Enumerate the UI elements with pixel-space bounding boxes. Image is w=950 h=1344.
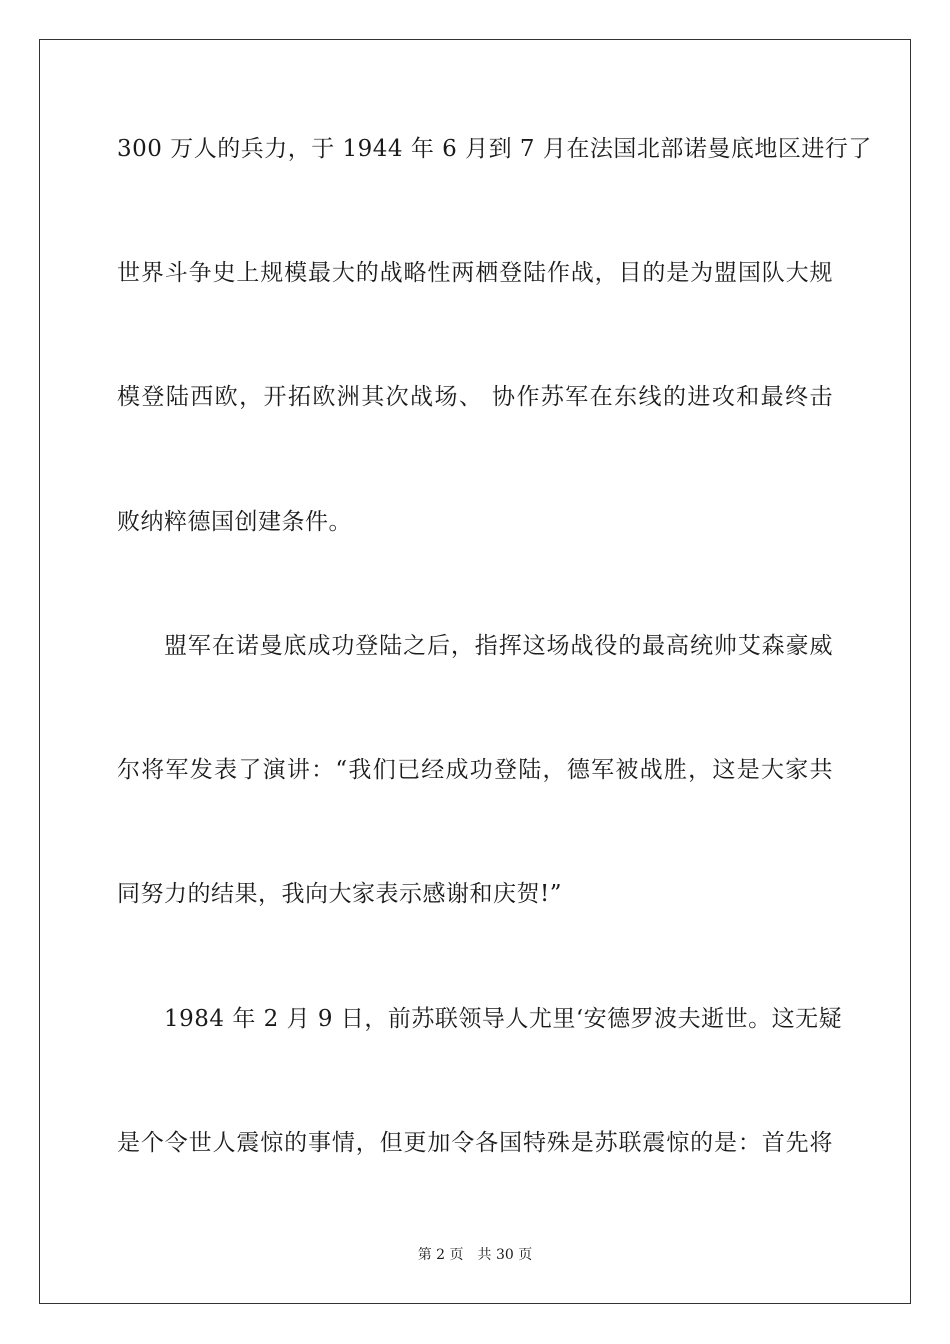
paragraph-line: 同努力的结果，我向大家表示感谢和庆贺!”	[117, 881, 563, 907]
page-number: 第 2 页	[417, 1247, 464, 1263]
page-border	[39, 39, 911, 1304]
page-footer	[0, 1246, 950, 1264]
paragraph-line: 是个令世人震惊的事情，但更加令各国特殊是苏联震惊的是：首先将	[117, 1130, 833, 1156]
paragraph-line: 盟军在诺曼底成功登陆之后，指挥这场战役的最高统帅艾森豪威	[164, 633, 833, 659]
total-pages: 共 30 页	[477, 1247, 533, 1263]
paragraph-line: 败纳粹德国创建条件。	[117, 509, 352, 535]
paragraph-line: 1984 年 2 月 9 日，前苏联领导人尤里‘安德罗波夫逝世。这无疑	[164, 1006, 843, 1032]
paragraph-line: 世界斗争史上规模最大的战略性两栖登陆作战，目的是为盟国队大规	[117, 260, 833, 286]
paragraph-line: 尔将军发表了演讲：“我们已经成功登陆，德军被战胜，这是大家共	[117, 757, 833, 783]
paragraph-line: 模登陆西欧，开拓欧洲其次战场、 协作苏军在东线的进攻和最终击	[117, 384, 833, 410]
paragraph-line: 300 万人的兵力，于 1944 年 6 月到 7 月在法国北部诺曼底地区进行了	[117, 136, 872, 162]
